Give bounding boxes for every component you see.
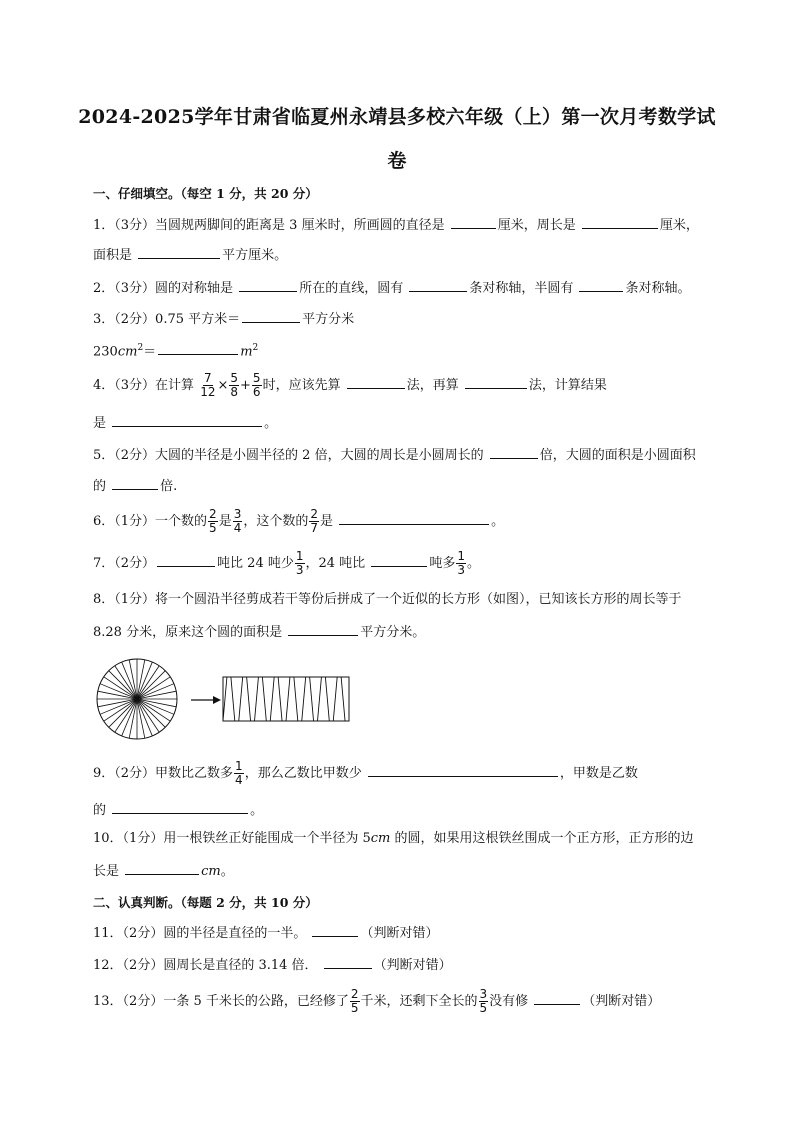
question-13: 13．（2分）一条 5 千米长的公路，已经修了 $\frac{2}{5}$ 千米，还剩下全长的 $\frac{3}{5}$ 没有修 （判断对错）	[93, 987, 661, 1015]
answer-blank[interactable]	[112, 799, 248, 814]
answer-blank[interactable]	[409, 277, 467, 292]
circle-to-rectangle-figure	[95, 655, 355, 745]
question-1-line-1: 1．（3分）当圆规两脚间的距离是 3 厘米时，所画圆的直径是 厘米，周长是 厘米，	[93, 214, 699, 236]
answer-blank[interactable]	[158, 340, 238, 355]
answer-blank[interactable]	[138, 244, 220, 259]
answer-blank[interactable]	[534, 990, 580, 1005]
section-1-heading: 一、仔细填空。（每空 1 分，共 20 分）	[93, 186, 318, 201]
exam-title-line-1: 2024-2025学年甘肃省临夏州永靖县多校六年级（上）第一次月考数学试	[78, 106, 716, 128]
question-5-line-2: 的 倍.	[93, 475, 177, 497]
answer-blank[interactable]	[465, 374, 527, 389]
question-3-line-1: 3．（2分）0.75 平方米＝ 平方分米	[93, 308, 354, 330]
answer-blank[interactable]	[371, 552, 427, 567]
answer-blank[interactable]	[242, 308, 300, 323]
section-2-heading: 二、认真判断。（每题 2 分，共 10 分）	[93, 895, 318, 910]
question-7: 7．（2分） 吨比 24 吨少 $\frac{1}{3}$ ，24 吨比 吨多 $\frac{1}{3}$ 。	[93, 549, 480, 577]
question-1-line-2: 面积是 平方厘米。	[93, 244, 287, 266]
question-11: 11．（2分）圆的半径是直径的一半。 （判断对错）	[93, 922, 438, 944]
sector-radius	[137, 699, 165, 727]
figure-svg	[95, 655, 355, 741]
answer-blank[interactable]	[324, 954, 372, 969]
answer-blank[interactable]	[582, 214, 658, 229]
answer-blank[interactable]	[112, 412, 262, 427]
sector-radius	[109, 699, 137, 727]
answer-blank[interactable]	[312, 922, 358, 937]
answer-blank[interactable]	[579, 277, 623, 292]
question-5-line-1: 5．（2分）大圆的半径是小圆半径的 2 倍，大圆的周长是小圆周长的 倍，大圆的面积是小圆面积	[93, 444, 696, 466]
answer-blank[interactable]	[112, 475, 158, 490]
question-9-line-1: 9．（2分）甲数比乙数多 $\frac{1}{4}$ ，那么乙数比甲数少 ，甲数是乙数	[93, 759, 638, 787]
answer-blank[interactable]	[288, 621, 358, 636]
answer-blank[interactable]	[368, 762, 558, 777]
answer-blank[interactable]	[339, 510, 489, 525]
fraction: $\frac{5}{6}$	[252, 371, 261, 399]
fraction: $\frac{2}{5}$	[209, 507, 217, 535]
sector-radius	[137, 671, 165, 699]
question-2: 2．（3分）圆的对称轴是 所在的直线，圆有 条对称轴，半圆有 条对称轴。	[93, 277, 690, 299]
fraction: $\frac{1}{3}$	[295, 549, 304, 577]
question-8-line-2: 8.28 分米，原来这个圆的面积是 平方分米。	[93, 621, 425, 643]
answer-blank[interactable]	[125, 860, 199, 875]
exam-title-line-2: 卷	[387, 150, 407, 172]
question-4-line-1: 4．（3分）在计算 $\frac{7}{12}$ × $\frac{5}{8}$ + $\frac{5}{6}$ 时，应该先算 法，再算 法，计算结果	[93, 371, 607, 399]
fraction: $\frac{1}{3}$	[457, 549, 465, 577]
fraction: $\frac{2}{5}$	[350, 987, 359, 1015]
question-9-line-2: 的 。	[93, 799, 263, 821]
answer-blank[interactable]	[451, 214, 496, 229]
question-12: 12．（2分）圆周长是直径的 3.14 倍． （判断对错）	[93, 954, 452, 976]
fraction: $\frac{1}{4}$	[235, 759, 243, 787]
answer-blank[interactable]	[157, 552, 215, 567]
sector-radius	[109, 671, 137, 699]
answer-blank[interactable]	[239, 277, 297, 292]
answer-blank[interactable]	[347, 374, 405, 389]
question-3-line-2: $230cm^2= m^2$	[93, 338, 258, 362]
divided-circle	[97, 659, 177, 739]
fraction: $\frac{3}{4}$	[233, 507, 242, 535]
fraction: $\frac{7}{12}$	[200, 371, 216, 399]
fraction: $\frac{2}{7}$	[310, 507, 318, 535]
question-6: 6．（1分）一个数的 $\frac{2}{5}$ 是 $\frac{3}{4}$ ，这个数的 $\frac{2}{7}$ 是 。	[93, 507, 505, 535]
answer-blank[interactable]	[490, 444, 538, 459]
fraction: $\frac{3}{5}$	[479, 987, 488, 1015]
arrow	[191, 696, 221, 704]
question-10-line-2: 长是 cm。	[93, 860, 234, 882]
fraction: $\frac{5}{8}$	[230, 371, 239, 399]
question-10-line-1: 10．（1分）用一根铁丝正好能围成一个半径为 5cm 的圆，如果用这根铁丝围成一个正方形，正方形的边	[93, 831, 694, 846]
approx-rectangle	[223, 677, 349, 721]
question-4-line-2: 是 。	[93, 412, 277, 434]
question-8-line-1: 8．（1分）将一个圆沿半径剪成若干等份后拼成了一个近似的长方形（如图），已知该长方形的周长等于	[93, 592, 682, 607]
zigzag-sectors	[223, 677, 349, 721]
